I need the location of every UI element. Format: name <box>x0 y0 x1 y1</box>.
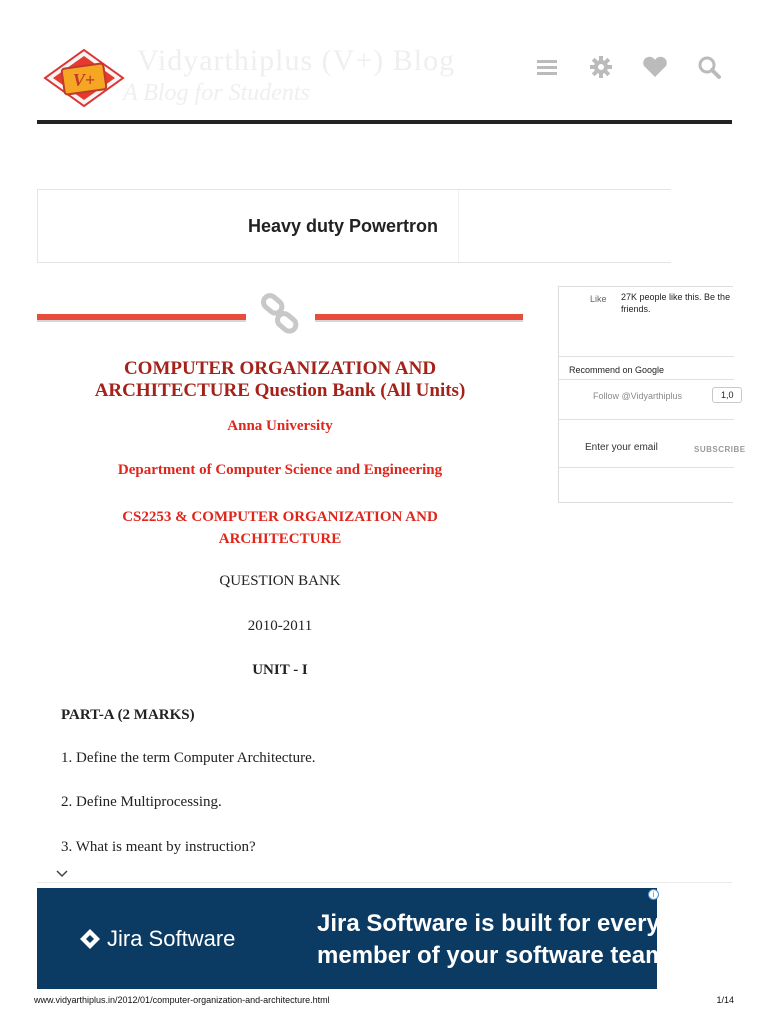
divider-bar-right <box>315 314 523 322</box>
course-title-line1: CS2253 & COMPUTER ORGANIZATION AND <box>122 509 438 525</box>
ad-separator <box>37 882 732 883</box>
divider-bar-left <box>37 314 246 322</box>
subscribe-button[interactable]: SUBSCRIBE <box>694 445 746 454</box>
jira-ad-headline <box>317 908 666 972</box>
top-ad-text: Heavy duty Powertron <box>248 216 439 236</box>
heart-icon[interactable] <box>642 54 668 80</box>
print-page-number: 1/14 <box>716 995 734 1005</box>
question-item: 2. Define Multiprocessing. <box>61 794 222 810</box>
post-divider <box>37 294 523 334</box>
social-sidebar-widget <box>558 286 746 503</box>
jira-logo <box>79 926 235 952</box>
site-ghost-title: Vidyarthiplus (V+) Blog <box>137 44 456 77</box>
university-name: Anna University <box>227 418 333 434</box>
link-icon <box>259 294 301 334</box>
question-item: 3. What is meant by instruction? <box>61 839 256 855</box>
question-item: 1. Define the term Computer Architecture. <box>61 750 316 766</box>
post-title <box>37 358 523 402</box>
site-ghost-subtitle: A Blog for Students <box>123 80 310 106</box>
facebook-like-button[interactable]: Like <box>590 294 607 304</box>
recommend-google-link[interactable]: Recommend on Google <box>569 365 665 375</box>
widget-divider <box>559 419 734 420</box>
jira-brand-text: Jira Software <box>107 926 236 951</box>
jira-headline-line2: member of your software team <box>317 942 667 969</box>
top-banner-ad[interactable] <box>37 189 671 263</box>
post-title-line2: ARCHITECTURE Question Bank (All Units) <box>94 380 466 401</box>
twitter-follow-button[interactable]: Follow @Vidyarthiplus <box>593 391 683 401</box>
post-title-line1: COMPUTER ORGANIZATION AND <box>123 358 437 379</box>
logo-text: V+ <box>72 70 96 90</box>
like-text-line2: friends. <box>621 304 651 314</box>
email-subscribe-input[interactable] <box>585 442 685 453</box>
print-url: www.vidyarthiplus.in/2012/01/computer-organization-and-architecture.html <box>34 995 330 1005</box>
jira-headline-line1: Jira Software is built for every <box>317 910 660 937</box>
site-header <box>37 40 732 124</box>
gear-icon[interactable] <box>588 54 614 80</box>
site-logo[interactable] <box>43 48 125 108</box>
widget-divider <box>559 379 734 380</box>
menu-icon[interactable] <box>534 54 560 80</box>
unit-heading: UNIT - I <box>252 662 308 678</box>
widget-divider <box>559 356 734 357</box>
like-count-text <box>621 291 741 315</box>
follower-count-badge: 1,0 <box>712 387 742 403</box>
jira-diamond-icon <box>79 928 101 950</box>
header-icon-bar <box>534 54 722 80</box>
jira-banner-ad[interactable] <box>37 888 667 989</box>
course-title <box>37 506 523 550</box>
doc-type: QUESTION BANK <box>219 573 341 589</box>
academic-year: 2010-2011 <box>247 618 313 634</box>
department-name: Department of Computer Science and Engineering <box>117 462 443 478</box>
widget-divider <box>559 467 734 468</box>
chevron-down-icon[interactable] <box>55 869 69 879</box>
like-text-line1: 27K people like this. Be the <box>621 292 731 302</box>
part-heading: PART-A (2 MARKS) <box>61 707 195 723</box>
search-icon[interactable] <box>696 54 722 80</box>
ad-info-icon[interactable]: i <box>648 889 659 900</box>
top-ad-blank-panel <box>458 190 671 262</box>
course-title-line2: ARCHITECTURE <box>218 531 342 547</box>
